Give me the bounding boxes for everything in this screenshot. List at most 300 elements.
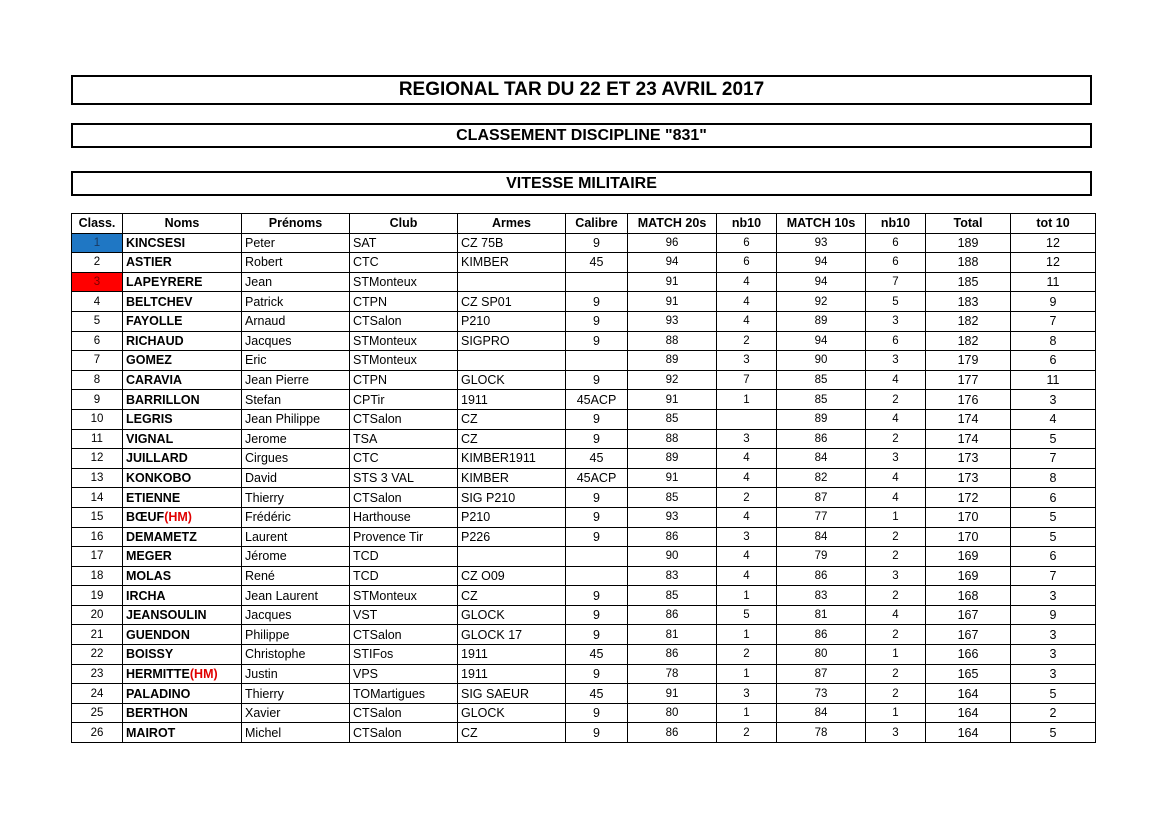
cell-club: CTSalon (350, 409, 458, 429)
cell-total: 174 (926, 429, 1011, 449)
cell-nom (123, 253, 242, 273)
name-text: GUENDON (126, 627, 190, 642)
cell-match-20s: 91 (628, 390, 717, 410)
cell-arme (458, 547, 566, 567)
cell-tot10: 3 (1011, 664, 1096, 684)
page-subtitle: CLASSEMENT DISCIPLINE "831" (71, 123, 1092, 148)
cell-nom (123, 351, 242, 371)
cell-club: CTSalon (350, 311, 458, 331)
cell-club: CPTir (350, 390, 458, 410)
cell-match-10s: 84 (777, 703, 866, 723)
cell-rank: 12 (72, 449, 123, 469)
cell-match-20s: 88 (628, 331, 717, 351)
cell-club: STMonteux (350, 331, 458, 351)
cell-total: 183 (926, 292, 1011, 312)
cell-arme: 1911 (458, 645, 566, 665)
cell-match-10s: 87 (777, 488, 866, 508)
name-text: MEGER (126, 549, 172, 564)
cell-nb10-10s: 2 (866, 527, 926, 547)
cell-nb10-10s: 2 (866, 390, 926, 410)
cell-total: 182 (926, 331, 1011, 351)
table-row (72, 507, 1096, 527)
cell-nom (123, 703, 242, 723)
cell-club: TCD (350, 566, 458, 586)
cell-tot10: 11 (1011, 370, 1096, 390)
cell-match-10s: 84 (777, 449, 866, 469)
cell-match-20s: 85 (628, 586, 717, 606)
cell-tot10: 6 (1011, 351, 1096, 371)
cell-match-20s: 96 (628, 233, 717, 253)
cell-arme: P210 (458, 311, 566, 331)
cell-calibre: 9 (566, 233, 628, 253)
cell-tot10: 6 (1011, 488, 1096, 508)
name-text: ETIENNE (126, 490, 181, 505)
cell-match-20s: 91 (628, 684, 717, 704)
cell-match-20s: 86 (628, 605, 717, 625)
cell-club: VPS (350, 664, 458, 684)
col-header-armes: Armes (458, 214, 566, 234)
cell-prenom: Frédéric (242, 507, 350, 527)
cell-match-20s: 90 (628, 547, 717, 567)
table-row (72, 488, 1096, 508)
cell-calibre (566, 272, 628, 292)
cell-tot10: 5 (1011, 507, 1096, 527)
cell-total: 172 (926, 488, 1011, 508)
col-header-prenoms: Prénoms (242, 214, 350, 234)
cell-calibre: 9 (566, 625, 628, 645)
cell-club: Harthouse (350, 507, 458, 527)
cell-arme: CZ SP01 (458, 292, 566, 312)
cell-club: SAT (350, 233, 458, 253)
cell-club: STMonteux (350, 586, 458, 606)
cell-nb10-20s: 6 (717, 233, 777, 253)
table-row (72, 351, 1096, 371)
cell-nb10-20s: 4 (717, 566, 777, 586)
cell-calibre: 45 (566, 645, 628, 665)
cell-nb10-20s: 5 (717, 605, 777, 625)
cell-arme: SIGPRO (458, 331, 566, 351)
cell-nb10-10s: 3 (866, 351, 926, 371)
cell-match-20s: 86 (628, 527, 717, 547)
cell-nb10-20s: 7 (717, 370, 777, 390)
cell-nb10-10s: 4 (866, 468, 926, 488)
cell-prenom: Jean (242, 272, 350, 292)
cell-calibre: 9 (566, 527, 628, 547)
cell-nb10-10s: 1 (866, 507, 926, 527)
cell-prenom: Arnaud (242, 311, 350, 331)
cell-match-10s: 81 (777, 605, 866, 625)
cell-calibre (566, 351, 628, 371)
name-text: HERMITTE (126, 666, 190, 681)
cell-rank: 16 (72, 527, 123, 547)
cell-match-20s: 89 (628, 351, 717, 371)
cell-nb10-20s: 1 (717, 703, 777, 723)
cell-club: VST (350, 605, 458, 625)
cell-tot10: 12 (1011, 233, 1096, 253)
cell-prenom: Philippe (242, 625, 350, 645)
cell-nb10-20s: 1 (717, 586, 777, 606)
cell-nb10-20s: 4 (717, 272, 777, 292)
cell-club: CTPN (350, 292, 458, 312)
cell-match-20s: 80 (628, 703, 717, 723)
cell-arme: P226 (458, 527, 566, 547)
cell-nb10-20s: 3 (717, 351, 777, 371)
cell-match-10s: 73 (777, 684, 866, 704)
cell-nom (123, 605, 242, 625)
cell-calibre: 45 (566, 684, 628, 704)
cell-arme: CZ (458, 586, 566, 606)
cell-match-20s: 93 (628, 311, 717, 331)
cell-club: CTC (350, 449, 458, 469)
discipline-title: VITESSE MILITAIRE (71, 171, 1092, 196)
cell-tot10: 6 (1011, 547, 1096, 567)
col-header-calibre: Calibre (566, 214, 628, 234)
cell-prenom: David (242, 468, 350, 488)
hm-marker: (HM) (164, 510, 192, 525)
cell-nb10-20s: 4 (717, 449, 777, 469)
table-row (72, 370, 1096, 390)
cell-tot10: 5 (1011, 684, 1096, 704)
table-row (72, 233, 1096, 253)
cell-match-20s: 88 (628, 429, 717, 449)
cell-nom (123, 547, 242, 567)
cell-total: 170 (926, 507, 1011, 527)
cell-match-20s: 78 (628, 664, 717, 684)
cell-prenom: Jean Laurent (242, 586, 350, 606)
cell-calibre: 9 (566, 664, 628, 684)
cell-club: STS 3 VAL (350, 468, 458, 488)
cell-total: 185 (926, 272, 1011, 292)
name-text: BOISSY (126, 647, 174, 662)
cell-nom (123, 311, 242, 331)
name-text: RICHAUD (126, 333, 184, 348)
cell-nb10-20s: 6 (717, 253, 777, 273)
cell-nb10-10s: 3 (866, 723, 926, 743)
cell-rank: 13 (72, 468, 123, 488)
cell-arme: CZ O09 (458, 566, 566, 586)
cell-rank: 19 (72, 586, 123, 606)
table-row (72, 292, 1096, 312)
cell-club: CTC (350, 253, 458, 273)
cell-match-20s: 85 (628, 409, 717, 429)
cell-rank: 10 (72, 409, 123, 429)
name-text: KINCSESI (126, 235, 186, 250)
cell-match-10s: 82 (777, 468, 866, 488)
cell-prenom: Justin (242, 664, 350, 684)
cell-tot10: 9 (1011, 605, 1096, 625)
cell-tot10: 2 (1011, 703, 1096, 723)
cell-rank: 9 (72, 390, 123, 410)
cell-match-10s: 93 (777, 233, 866, 253)
table-row (72, 429, 1096, 449)
cell-tot10: 7 (1011, 311, 1096, 331)
cell-total: 167 (926, 625, 1011, 645)
cell-arme: CZ (458, 409, 566, 429)
cell-nb10-20s: 4 (717, 292, 777, 312)
cell-arme: GLOCK (458, 370, 566, 390)
name-text: KONKOBO (126, 471, 192, 486)
cell-nb10-20s: 3 (717, 527, 777, 547)
cell-total: 176 (926, 390, 1011, 410)
cell-arme: GLOCK 17 (458, 625, 566, 645)
cell-arme (458, 351, 566, 371)
name-text: ASTIER (126, 255, 172, 270)
results-table (71, 213, 1096, 743)
table-row (72, 586, 1096, 606)
cell-nb10-20s: 4 (717, 547, 777, 567)
name-text: CARAVIA (126, 373, 183, 388)
hm-marker: (HM) (189, 666, 218, 681)
cell-nom (123, 370, 242, 390)
cell-calibre: 45ACP (566, 468, 628, 488)
table-row (72, 625, 1096, 645)
col-header-club: Club (350, 214, 458, 234)
cell-tot10: 3 (1011, 645, 1096, 665)
cell-rank: 1 (72, 233, 123, 253)
cell-nom (123, 527, 242, 547)
cell-nom (123, 566, 242, 586)
cell-prenom: Jerome (242, 429, 350, 449)
cell-match-10s: 90 (777, 351, 866, 371)
cell-nom (123, 684, 242, 704)
cell-prenom: Jacques (242, 605, 350, 625)
cell-arme: CZ 75B (458, 233, 566, 253)
cell-rank: 23 (72, 664, 123, 684)
cell-tot10: 7 (1011, 449, 1096, 469)
name-text: BŒUF (126, 510, 165, 525)
cell-nb10-10s: 1 (866, 645, 926, 665)
cell-prenom: Laurent (242, 527, 350, 547)
cell-arme: 1911 (458, 390, 566, 410)
cell-nb10-10s: 2 (866, 547, 926, 567)
cell-match-10s: 83 (777, 586, 866, 606)
cell-club: CTSalon (350, 723, 458, 743)
cell-match-10s: 84 (777, 527, 866, 547)
cell-nb10-20s: 1 (717, 625, 777, 645)
cell-club: Provence Tir (350, 527, 458, 547)
cell-match-20s: 86 (628, 645, 717, 665)
table-row (72, 449, 1096, 469)
cell-nb10-20s: 4 (717, 468, 777, 488)
cell-calibre: 45 (566, 449, 628, 469)
table-row (72, 723, 1096, 743)
table-row (72, 684, 1096, 704)
col-header-tot10: tot 10 (1011, 214, 1096, 234)
name-text: JEANSOULIN (126, 608, 207, 623)
cell-rank: 26 (72, 723, 123, 743)
cell-nom (123, 292, 242, 312)
table-row (72, 272, 1096, 292)
cell-arme: GLOCK (458, 703, 566, 723)
cell-nom (123, 331, 242, 351)
cell-total: 164 (926, 684, 1011, 704)
cell-nom (123, 586, 242, 606)
cell-calibre: 9 (566, 311, 628, 331)
cell-tot10: 3 (1011, 390, 1096, 410)
col-header-nb10-20s: nb10 (717, 214, 777, 234)
cell-nom (123, 625, 242, 645)
cell-nb10-10s: 2 (866, 429, 926, 449)
cell-club: TSA (350, 429, 458, 449)
cell-calibre: 9 (566, 370, 628, 390)
cell-prenom: Jean Pierre (242, 370, 350, 390)
cell-total: 182 (926, 311, 1011, 331)
cell-rank: 4 (72, 292, 123, 312)
cell-arme: KIMBER1911 (458, 449, 566, 469)
cell-match-20s: 93 (628, 507, 717, 527)
cell-rank: 6 (72, 331, 123, 351)
name-text: DEMAMETZ (126, 529, 197, 544)
cell-club: TCD (350, 547, 458, 567)
cell-nb10-10s: 2 (866, 625, 926, 645)
cell-match-20s: 91 (628, 272, 717, 292)
cell-nb10-10s: 3 (866, 566, 926, 586)
cell-nom (123, 468, 242, 488)
cell-rank: 3 (72, 272, 123, 292)
name-text: GOMEZ (126, 353, 172, 368)
cell-match-20s: 94 (628, 253, 717, 273)
cell-match-20s: 92 (628, 370, 717, 390)
cell-arme: GLOCK (458, 605, 566, 625)
cell-nom (123, 409, 242, 429)
cell-calibre: 9 (566, 703, 628, 723)
cell-calibre: 9 (566, 409, 628, 429)
cell-calibre: 9 (566, 507, 628, 527)
cell-nom (123, 664, 242, 684)
cell-club: CTSalon (350, 625, 458, 645)
cell-prenom: Christophe (242, 645, 350, 665)
cell-match-20s: 81 (628, 625, 717, 645)
name-text: VIGNAL (126, 431, 174, 446)
cell-prenom: Jacques (242, 331, 350, 351)
cell-tot10: 8 (1011, 331, 1096, 351)
col-header-class: Class. (72, 214, 123, 234)
table-row (72, 605, 1096, 625)
cell-club: STIFos (350, 645, 458, 665)
cell-match-10s: 87 (777, 664, 866, 684)
cell-calibre: 9 (566, 586, 628, 606)
table-row (72, 645, 1096, 665)
cell-calibre (566, 566, 628, 586)
name-text: MOLAS (126, 568, 172, 583)
cell-nb10-10s: 3 (866, 311, 926, 331)
cell-nom (123, 429, 242, 449)
cell-match-20s: 91 (628, 468, 717, 488)
cell-nb10-20s: 1 (717, 664, 777, 684)
table-row (72, 703, 1096, 723)
cell-rank: 7 (72, 351, 123, 371)
cell-prenom: Jean Philippe (242, 409, 350, 429)
name-text: BARRILLON (126, 392, 200, 407)
cell-match-10s: 85 (777, 390, 866, 410)
cell-nb10-10s: 4 (866, 370, 926, 390)
cell-arme: KIMBER (458, 468, 566, 488)
cell-nom (123, 390, 242, 410)
cell-nom (123, 645, 242, 665)
cell-nb10-10s: 6 (866, 331, 926, 351)
cell-rank: 8 (72, 370, 123, 390)
cell-tot10: 5 (1011, 429, 1096, 449)
cell-club: STMonteux (350, 351, 458, 371)
cell-arme: 1911 (458, 664, 566, 684)
cell-total: 164 (926, 703, 1011, 723)
cell-nom (123, 272, 242, 292)
cell-rank: 21 (72, 625, 123, 645)
cell-total: 168 (926, 586, 1011, 606)
cell-match-10s: 94 (777, 331, 866, 351)
cell-club: TOMartigues (350, 684, 458, 704)
cell-arme (458, 272, 566, 292)
cell-match-20s: 83 (628, 566, 717, 586)
cell-nb10-10s: 4 (866, 605, 926, 625)
cell-nb10-20s: 2 (717, 645, 777, 665)
col-header-match-20s: MATCH 20s (628, 214, 717, 234)
col-header-match-10s: MATCH 10s (777, 214, 866, 234)
name-text: LAPEYRERE (126, 275, 203, 290)
cell-match-10s: 89 (777, 409, 866, 429)
cell-match-20s: 85 (628, 488, 717, 508)
cell-prenom: René (242, 566, 350, 586)
cell-nom (123, 488, 242, 508)
col-header-total: Total (926, 214, 1011, 234)
cell-nom (123, 507, 242, 527)
cell-rank: 22 (72, 645, 123, 665)
cell-match-10s: 94 (777, 272, 866, 292)
cell-match-10s: 79 (777, 547, 866, 567)
cell-calibre: 9 (566, 331, 628, 351)
cell-calibre: 45 (566, 253, 628, 273)
cell-club: STMonteux (350, 272, 458, 292)
cell-arme: SIG P210 (458, 488, 566, 508)
name-text: IRCHA (126, 588, 166, 603)
cell-calibre: 45ACP (566, 390, 628, 410)
cell-nb10-20s: 4 (717, 507, 777, 527)
table-row (72, 566, 1096, 586)
cell-prenom: Eric (242, 351, 350, 371)
table-row (72, 390, 1096, 410)
header-row (72, 214, 1096, 234)
cell-total: 166 (926, 645, 1011, 665)
cell-nom (123, 723, 242, 743)
cell-rank: 24 (72, 684, 123, 704)
name-text: BERTHON (126, 706, 188, 721)
cell-total: 167 (926, 605, 1011, 625)
cell-match-10s: 78 (777, 723, 866, 743)
cell-total: 173 (926, 449, 1011, 469)
cell-calibre: 9 (566, 292, 628, 312)
cell-total: 179 (926, 351, 1011, 371)
cell-arme: CZ (458, 429, 566, 449)
name-text: LEGRIS (126, 412, 173, 427)
cell-arme: SIG SAEUR (458, 684, 566, 704)
cell-club: CTSalon (350, 488, 458, 508)
page-title: REGIONAL TAR DU 22 ET 23 AVRIL 2017 (71, 75, 1092, 105)
cell-match-20s: 86 (628, 723, 717, 743)
cell-prenom: Peter (242, 233, 350, 253)
cell-tot10: 4 (1011, 409, 1096, 429)
cell-prenom: Michel (242, 723, 350, 743)
cell-nb10-10s: 2 (866, 664, 926, 684)
cell-rank: 17 (72, 547, 123, 567)
cell-nb10-10s: 7 (866, 272, 926, 292)
table-row (72, 311, 1096, 331)
cell-match-20s: 89 (628, 449, 717, 469)
cell-nb10-10s: 1 (866, 703, 926, 723)
cell-total: 177 (926, 370, 1011, 390)
cell-prenom: Cirgues (242, 449, 350, 469)
cell-prenom: Robert (242, 253, 350, 273)
name-text: FAYOLLE (126, 314, 183, 329)
